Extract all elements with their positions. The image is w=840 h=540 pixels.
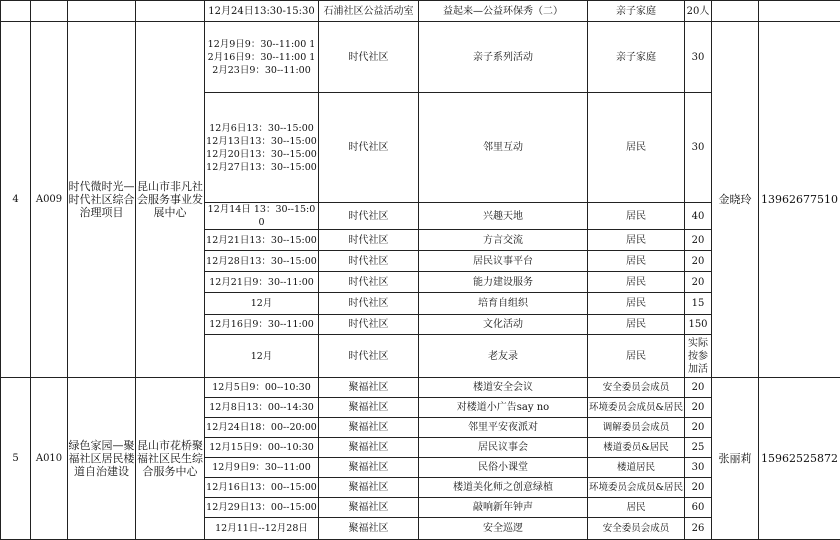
place-cell: 时代社区 <box>319 22 419 93</box>
contact-cell: 金晓玲 <box>712 22 759 378</box>
time-cell: 12月5日9：00--10:30 <box>205 378 319 398</box>
time-cell: 12月9日9：30--11:00 <box>205 458 319 478</box>
project-cell: 时代微时光—时代社区综合治理项目 <box>68 22 136 378</box>
activity-cell: 方言交流 <box>419 230 588 251</box>
code-cell <box>31 1 68 22</box>
activity-cell: 对楼道小广告say no <box>419 398 588 418</box>
activity-cell: 益起来—公益环保秀（二） <box>419 1 588 22</box>
target-cell: 安全委员会成员 <box>588 378 685 398</box>
time-cell: 12月16日13：00--15:00 <box>205 478 319 498</box>
place-cell: 时代社区 <box>319 203 419 230</box>
activity-cell: 兴趣天地 <box>419 203 588 230</box>
target-cell: 居民 <box>588 498 685 518</box>
target-cell: 楼道居民 <box>588 458 685 478</box>
activity-cell: 民俗小课堂 <box>419 458 588 478</box>
code-cell: A009 <box>31 22 68 378</box>
place-cell: 石浦社区公益活动室 <box>319 1 419 22</box>
target-cell: 环境委员会成员&居民 <box>588 398 685 418</box>
place-cell: 聚福社区 <box>319 498 419 518</box>
activity-cell: 楼道安全会议 <box>419 378 588 398</box>
time-cell: 12月11日--12月28日 <box>205 518 319 540</box>
index-cell: 4 <box>1 22 31 378</box>
activity-cell: 能力建设服务 <box>419 272 588 293</box>
target-cell: 楼道委员&居民 <box>588 438 685 458</box>
contact-cell: 张丽莉 <box>712 378 759 540</box>
table-row <box>1 378 840 398</box>
count-cell: 30 <box>685 458 712 478</box>
target-cell: 亲子家庭 <box>588 1 685 22</box>
target-cell: 居民 <box>588 315 685 335</box>
place-cell: 时代社区 <box>319 251 419 272</box>
target-cell: 环境委员会成员&居民 <box>588 478 685 498</box>
count-cell: 20 <box>685 398 712 418</box>
time-cell: 12月24日13:30-15:30 <box>205 1 319 22</box>
activity-cell: 老友录 <box>419 335 588 378</box>
table-row <box>1 22 840 93</box>
time-cell: 12月24日18：00--20:00 <box>205 418 319 438</box>
time-cell: 12月15日9：00--10:30 <box>205 438 319 458</box>
count-cell: 60 <box>685 498 712 518</box>
place-cell: 时代社区 <box>319 230 419 251</box>
time-cell: 12月6日13：30--15:00 12月13日13：30--15:00 12月20日13：30--15:00 12月27日13：30--15:00 <box>205 93 319 203</box>
time-cell: 12月8日13：00--14:30 <box>205 398 319 418</box>
target-cell: 居民 <box>588 251 685 272</box>
time-cell: 12月9日9：30--11:00 12月16日9：30--11:00 12月23日9：30--11:00 <box>205 22 319 93</box>
time-cell: 12月21日13：30--15:00 <box>205 230 319 251</box>
target-cell: 调解委员会成员 <box>588 418 685 438</box>
code-cell: A010 <box>31 378 68 540</box>
phone-cell: 15962525872 <box>759 378 840 540</box>
target-cell: 亲子家庭 <box>588 22 685 93</box>
count-cell: 25 <box>685 438 712 458</box>
activity-cell: 居民议事会 <box>419 438 588 458</box>
count-cell: 30 <box>685 93 712 203</box>
activity-cell: 安全巡逻 <box>419 518 588 540</box>
place-cell: 聚福社区 <box>319 398 419 418</box>
count-cell: 20 <box>685 251 712 272</box>
index-cell: 5 <box>1 378 31 540</box>
target-cell: 居民 <box>588 203 685 230</box>
table-row <box>1 1 840 22</box>
count-cell: 30 <box>685 22 712 93</box>
time-cell: 12月28日13：30--15:00 <box>205 251 319 272</box>
activity-cell: 邻里互动 <box>419 93 588 203</box>
count-cell: 20人 <box>685 1 712 22</box>
count-cell: 15 <box>685 293 712 315</box>
activity-cell: 培育自组织 <box>419 293 588 315</box>
count-cell: 150 <box>685 315 712 335</box>
place-cell: 聚福社区 <box>319 518 419 540</box>
count-cell: 20 <box>685 418 712 438</box>
place-cell: 聚福社区 <box>319 378 419 398</box>
org-cell: 昆山市非凡社会服务事业发展中心 <box>136 22 205 378</box>
contact-cell <box>712 1 759 22</box>
activity-cell: 楼道美化师之创意绿植 <box>419 478 588 498</box>
target-cell: 居民 <box>588 335 685 378</box>
target-cell: 居民 <box>588 230 685 251</box>
count-cell: 20 <box>685 378 712 398</box>
place-cell: 时代社区 <box>319 93 419 203</box>
project-cell: 绿色家园—聚福社区居民楼道自治建设 <box>68 378 136 540</box>
time-cell: 12月14日 13：30--15:00 <box>205 203 319 230</box>
org-cell: 昆山市花桥聚福社区民生综合服务中心 <box>136 378 205 540</box>
count-cell: 20 <box>685 272 712 293</box>
target-cell: 居民 <box>588 272 685 293</box>
phone-cell <box>759 1 840 22</box>
place-cell: 聚福社区 <box>319 478 419 498</box>
activity-cell: 亲子系列活动 <box>419 22 588 93</box>
index-cell <box>1 1 31 22</box>
time-cell: 12月 <box>205 335 319 378</box>
activity-cell: 居民议事平台 <box>419 251 588 272</box>
count-cell: 实际按参加活 <box>685 335 712 378</box>
target-cell: 安全委员会成员 <box>588 518 685 540</box>
count-cell: 26 <box>685 518 712 540</box>
time-cell: 12月21日9：30--11:00 <box>205 272 319 293</box>
count-cell: 20 <box>685 230 712 251</box>
place-cell: 时代社区 <box>319 335 419 378</box>
target-cell: 居民 <box>588 293 685 315</box>
time-cell: 12月 <box>205 293 319 315</box>
org-cell <box>136 1 205 22</box>
time-cell: 12月29日13：00--15:00 <box>205 498 319 518</box>
count-cell: 40 <box>685 203 712 230</box>
place-cell: 聚福社区 <box>319 438 419 458</box>
place-cell: 时代社区 <box>319 272 419 293</box>
activity-cell: 敲响新年钟声 <box>419 498 588 518</box>
place-cell: 时代社区 <box>319 315 419 335</box>
count-cell: 20 <box>685 478 712 498</box>
place-cell: 聚福社区 <box>319 418 419 438</box>
time-cell: 12月16日9：30--11:00 <box>205 315 319 335</box>
phone-cell: 13962677510 <box>759 22 840 378</box>
place-cell: 时代社区 <box>319 293 419 315</box>
place-cell: 聚福社区 <box>319 458 419 478</box>
target-cell: 居民 <box>588 93 685 203</box>
project-cell <box>68 1 136 22</box>
activity-cell: 文化活动 <box>419 315 588 335</box>
activity-cell: 邻里平安夜派对 <box>419 418 588 438</box>
